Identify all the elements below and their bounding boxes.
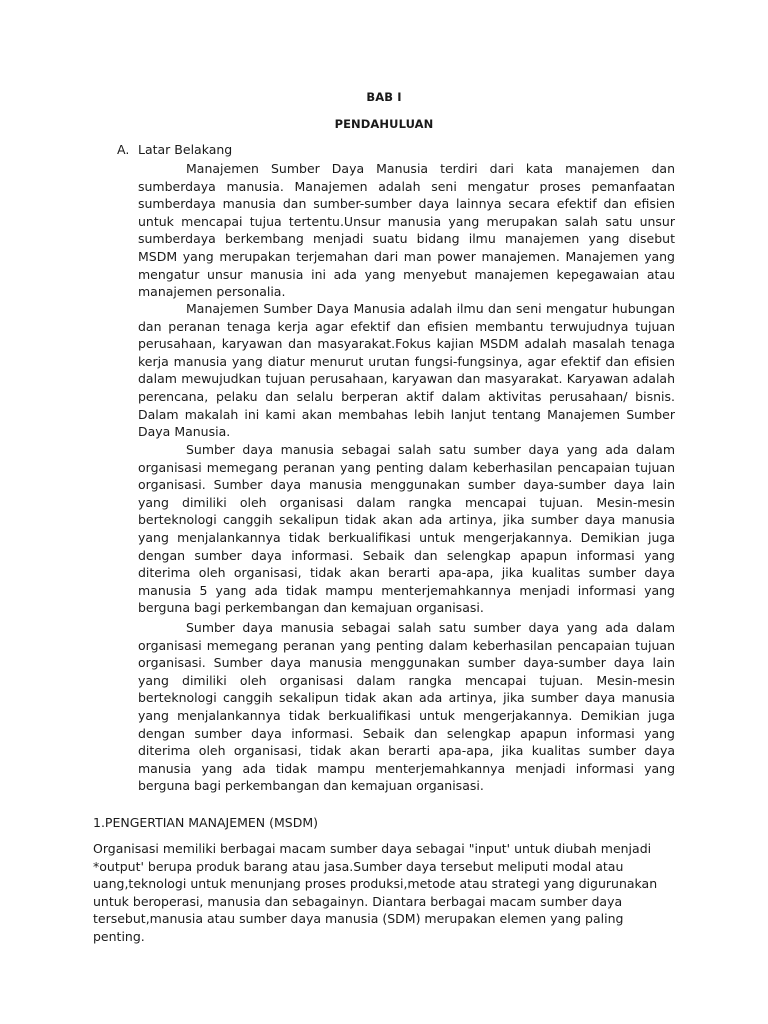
paragraph-4: Sumber daya manusia sebagai salah satu sumber daya yang ada dalam organisasi memegang peranan yang penting dalam keberhasilan pencapaian tujuan organisasi. Sumber daya manusia menggunakan sumber daya-sumber daya lain yang dimiliki oleh organisasi dalam rangka mencapai tujuan. Mesin-mesin berteknologi canggih sekalipun tidak akan ada artinya, jika sumber daya manusia yang menjalankannya tidak berkualifikasi untuk mengerjakannya. Demikian juga dengan sumber daya informasi. Sebaik dan selengkap apapun informasi yang diterima oleh organisasi, tidak akan berarti apa-apa, jika kualitas sumber daya manusia yang ada tidak mampu menterjemahkannya menjadi informasi yang berguna bagi perkembangan dan kemajuan organisasi. bbox=[138, 620, 675, 794]
chapter-heading: BAB I bbox=[366, 90, 402, 104]
subsection-marker: A. bbox=[117, 142, 130, 157]
subsection-title: Latar Belakang bbox=[138, 142, 233, 157]
chapter-title: PENDAHULUAN bbox=[334, 117, 434, 131]
paragraph-2: Manajemen Sumber Daya Manusia adalah ilmu dan seni mengatur hubungan dan peranan tenaga kerja agar efektif dan efisien membantu terwujudnya tujuan perusahaan, karyawan dan masyarakat.Fokus kajian MSDM adalah masalah tenaga kerja manusia yang diatur menurut urutan fungsi-fungsinya, agar efektif dan efisien dalam mewujudkan tujuan perusahaan, karyawan dan masyarakat. Karyawan adalah perencana, pelaku dan selalu berperan aktif dalam aktivitas perusahaan/ bisnis. Dalam makalah ini kami akan membahas lebih lanjut tentang Manajemen Sumber Daya Manusia. bbox=[138, 301, 675, 440]
paragraph-3: Sumber daya manusia sebagai salah satu sumber daya yang ada dalam organisasi memegang peranan yang penting dalam keberhasilan pencapaian tujuan organisasi. Sumber daya manusia menggunakan sumber daya-sumber daya lain yang dimiliki oleh organisasi dalam rangka mencapai tujuan. Mesin-mesin berteknologi canggih sekalipun tidak akan ada artinya, jika sumber daya manusia yang menjalankannya tidak berkualifikasi untuk mengerjakannya. Demikian juga dengan sumber daya informasi. Sebaik dan selengkap apapun informasi yang diterima oleh organisasi, tidak akan berarti apa-apa, jika kualitas sumber daya manusia 5 yang ada tidak mampu menterjemahkannya menjadi informasi yang berguna bagi perkembangan dan kemajuan organisasi. bbox=[138, 442, 675, 616]
section-paragraph: Organisasi memiliki berbagai macam sumber daya sebagai "input' untuk diubah menjadi *output' berupa produk barang atau jasa.Sumber daya tersebut meliputi modal atau uang,teknologi untuk menunjang proses produksi,metode atau strategi yang digurunakan untuk beroperasi, manusia dan sebagainyn. Diantara berbagai macam sumber daya tersebut,manusia atau sumber daya manusia (SDM) merupakan elemen yang paling penting. bbox=[93, 841, 658, 944]
section-title: 1.PENGERTIAN MANAJEMEN (MSDM) bbox=[93, 815, 318, 830]
paragraph-1: Manajemen Sumber Daya Manusia terdiri dari kata manajemen dan sumberdaya manusia. Manajemen adalah seni mengatur proses pemanfaatan sumberdaya manusia dan sumber-sumber daya lainnya secara efektif dan efisien untuk mencapai tujua tertentu.Unsur manusia yang merupakan salah satu unsur sumberdaya berkembang menjadi suatu bidang ilmu manajemen yang disebut MSDM yang merupakan terjemahan dari man power manajemen. Manajemen yang mengatur unsur manusia ini ada yang menyebut manajemen kepegawaian atau manajemen personalia. bbox=[138, 161, 675, 300]
